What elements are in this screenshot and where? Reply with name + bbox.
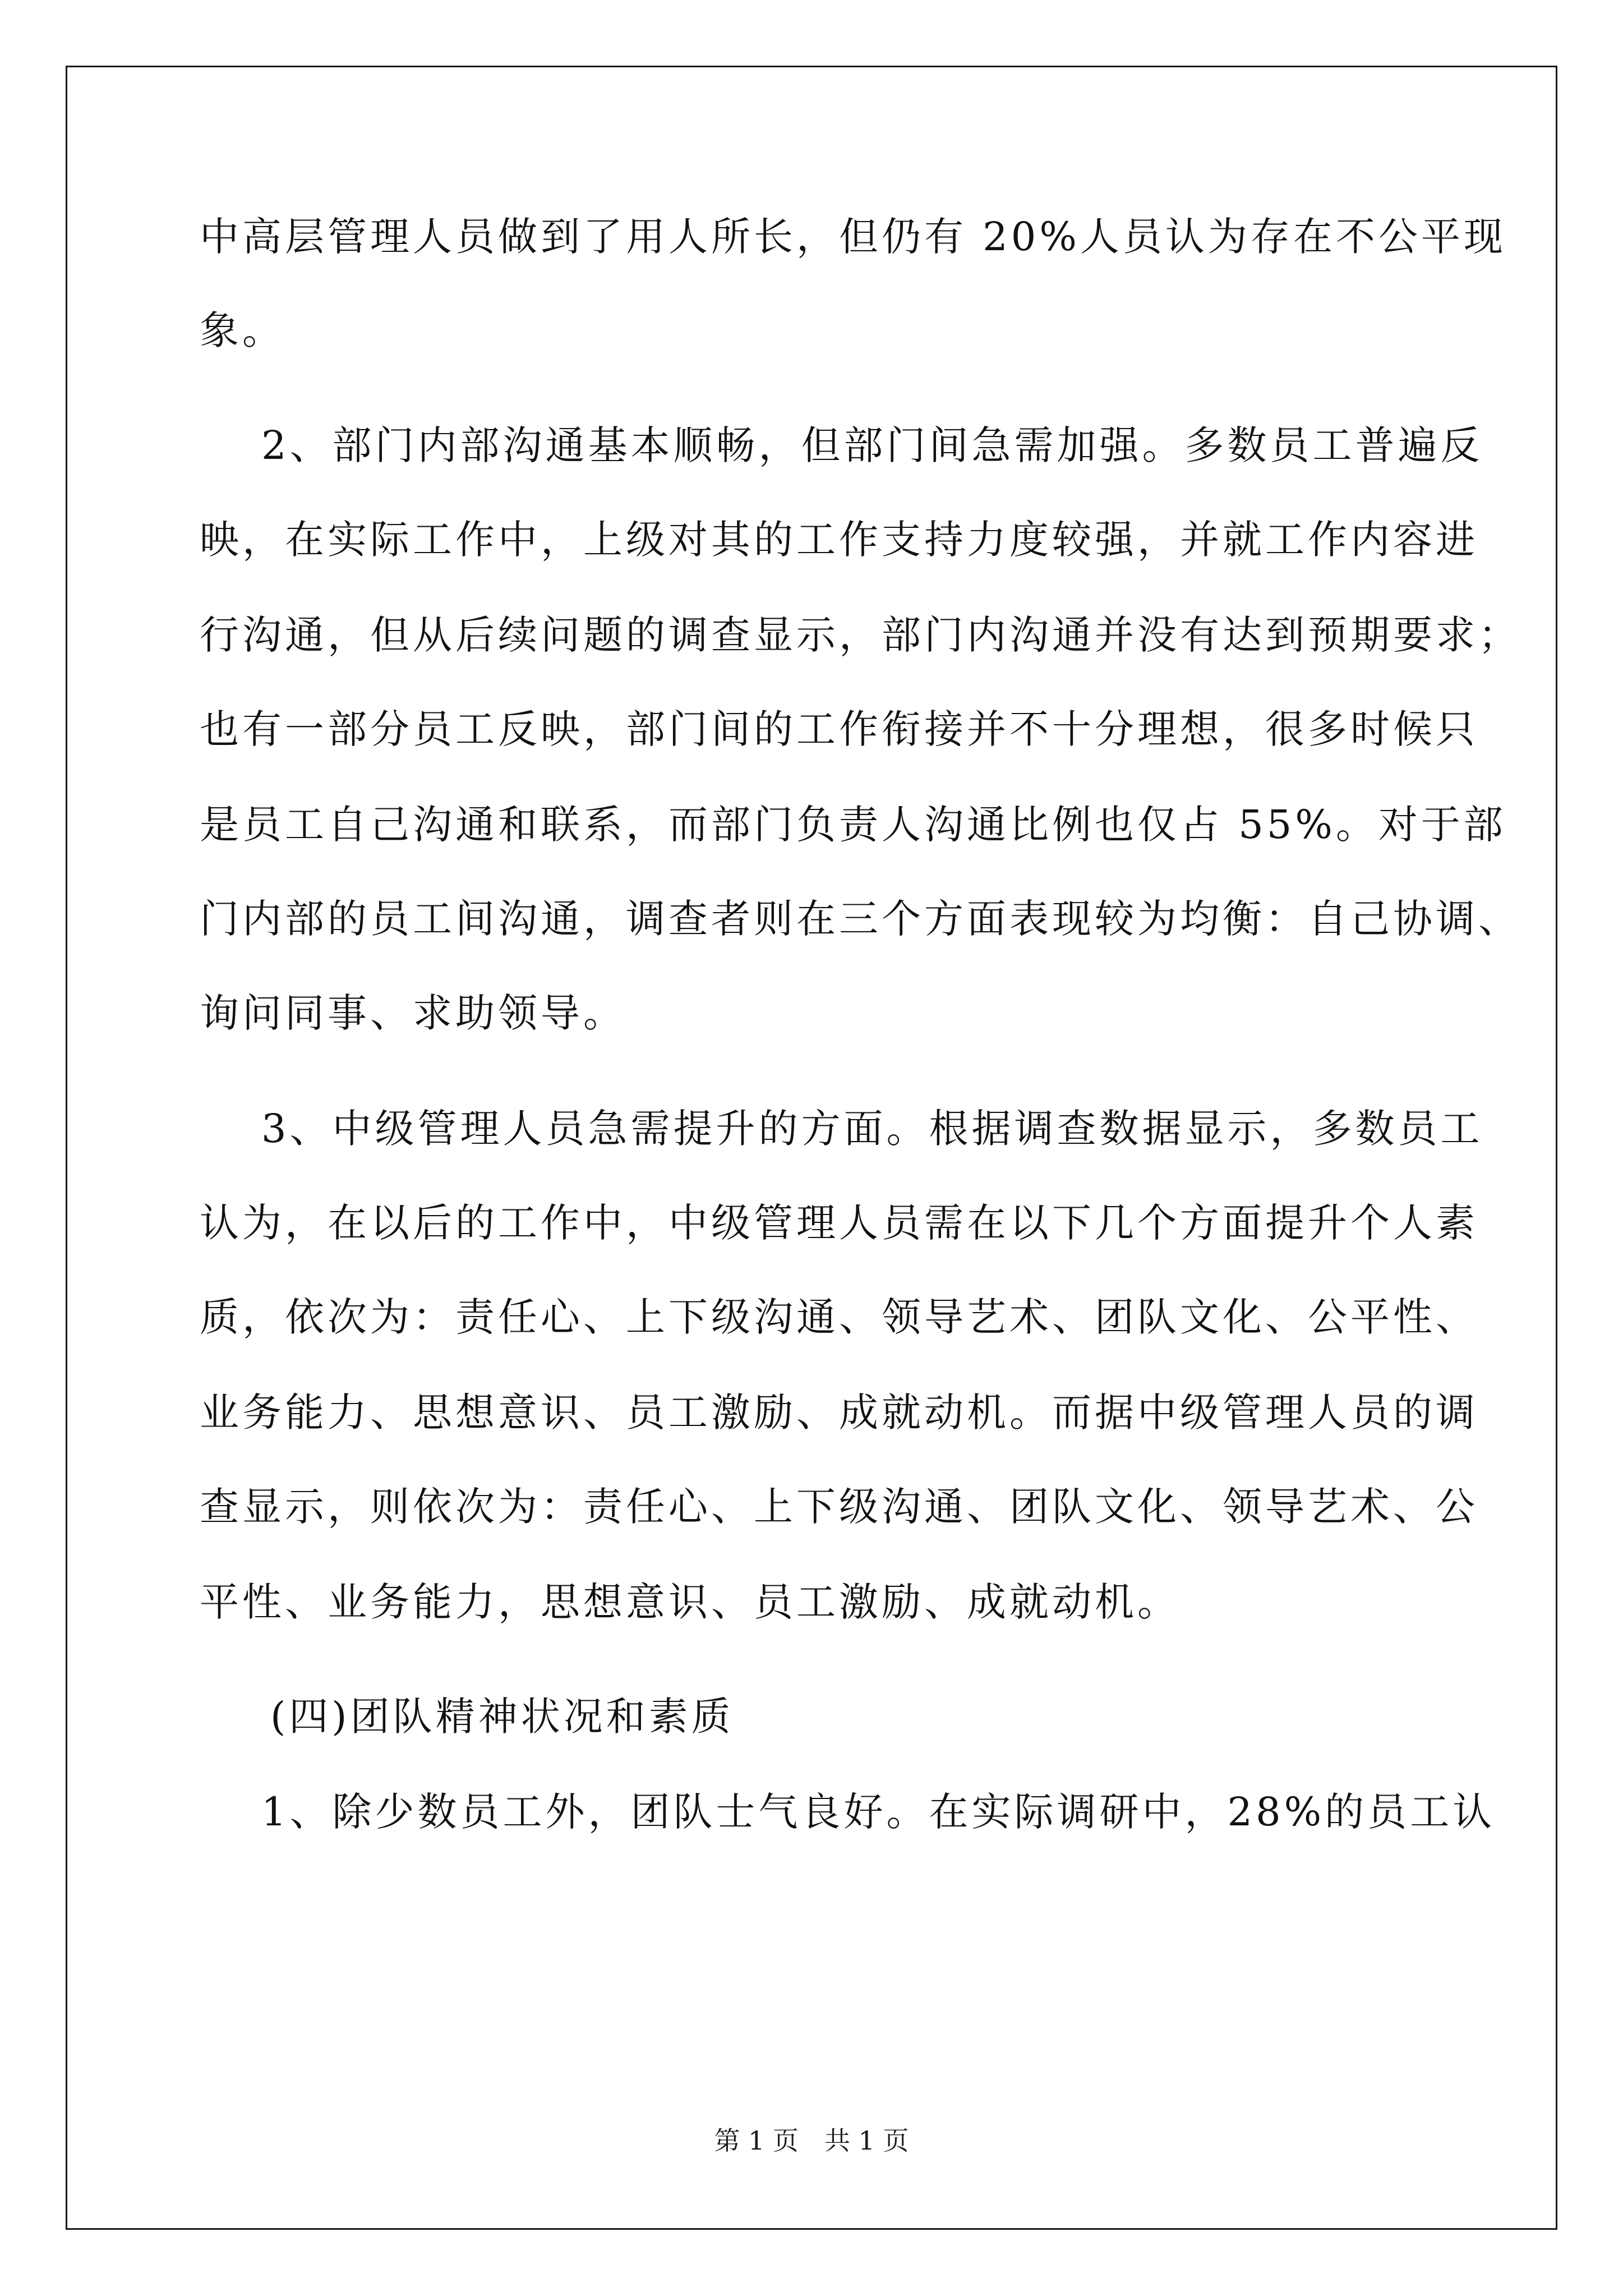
paragraph-line-15: 平性、业务能力，思想意识、员工激励、成就动机。: [200, 1579, 1180, 1625]
paragraph-line-11: 认为，在以后的工作中，中级管理人员需在以下几个方面提升个人素: [200, 1200, 1478, 1246]
paragraph-line-7: 是员工自己沟通和联系，而部门负责人沟通比例也仅占 55%。对于部: [200, 802, 1506, 848]
section-heading: (四)团队精神状况和素质: [270, 1694, 734, 1740]
paragraph-line-12: 质，依次为：责任心、上下级沟通、领导艺术、团队文化、公平性、: [200, 1294, 1478, 1340]
page-footer: 第 1 页 共 1 页: [714, 2125, 909, 2156]
paragraph-line-10: 3、中级管理人员急需提升的方面。根据调查数据显示，多数员工: [261, 1106, 1483, 1152]
paragraph-line-17: 1、除少数员工外，团队士气良好。在实际调研中，28%的员工认: [261, 1789, 1496, 1835]
paragraph-line-13: 业务能力、思想意识、员工激励、成就动机。而据中级管理人员的调: [200, 1389, 1478, 1435]
paragraph-line-9: 询问同事、求助领导。: [200, 990, 626, 1036]
paragraph-line-8: 门内部的员工间沟通，调查者则在三个方面表现较为均衡：自己协调、: [200, 896, 1521, 942]
paragraph-line-1: 中高层管理人员做到了用人所长，但仍有 20%人员认为存在不公平现: [200, 214, 1506, 260]
paragraph-line-5: 行沟通，但从后续问题的调查显示，部门内沟通并没有达到预期要求；: [200, 612, 1521, 658]
paragraph-line-6: 也有一部分员工反映，部门间的工作衔接并不十分理想，很多时候只: [200, 706, 1478, 752]
paragraph-line-2: 象。: [200, 307, 285, 353]
paragraph-line-4: 映，在实际工作中，上级对其的工作支持力度较强，并就工作内容进: [200, 517, 1478, 563]
paragraph-line-14: 查显示，则依次为：责任心、上下级沟通、团队文化、领导艺术、公: [200, 1484, 1478, 1530]
paragraph-line-3: 2、部门内部沟通基本顺畅，但部门间急需加强。多数员工普遍反: [261, 422, 1483, 468]
